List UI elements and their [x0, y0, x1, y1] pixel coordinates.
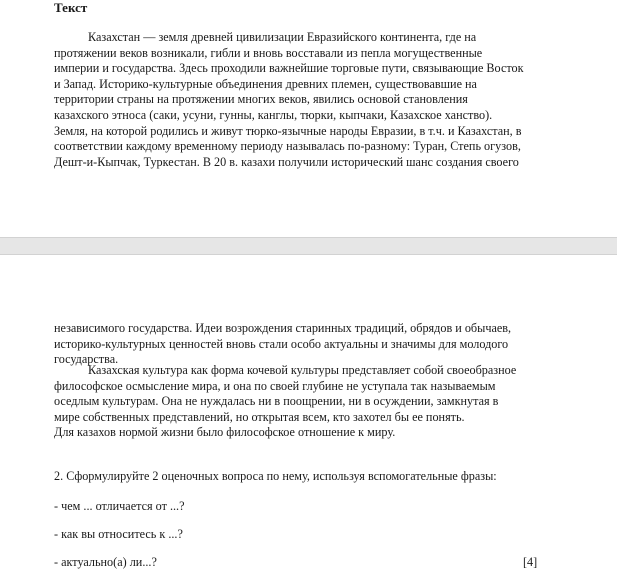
document-page-1 — [0, 0, 617, 237]
text-line: мире собственных представлений, но открытая всем, кто захотел бы ее понять. — [54, 409, 465, 424]
text-line: Земля, на которой родились и живут тюрко-язычные народы Евразии, в т.ч. и Казахстан, в — [54, 123, 522, 138]
paragraph-continuation — [54, 321, 574, 368]
marks-label: [4] — [523, 555, 538, 569]
helper-phrase: - чем ... отличается от ...? — [54, 499, 185, 513]
paragraph-intro — [54, 30, 574, 170]
text-line: империи и государства. Здесь проходили важнейшие торговые пути, связывающие Восток — [54, 61, 524, 76]
helper-phrase: - актуально(а) ли...? — [54, 555, 157, 569]
page-separator — [0, 237, 617, 255]
helper-phrase: - как вы относитесь к ...? — [54, 527, 183, 541]
text-line: и Запад. Историко-культурные объединения древних племен, существовавшие на — [54, 76, 477, 91]
document-page-2 — [0, 255, 617, 587]
text-line: казахского этноса (саки, усуни, гунны, канглы, тюрки, кыпчаки, Казахское ханство). — [54, 107, 493, 122]
text-line: государства. — [54, 352, 119, 367]
paragraph-culture — [54, 363, 574, 441]
text-line: Дешт-и-Кыпчак, Туркестан. В 20 в. казахи получили исторический шанс создания своего — [54, 154, 519, 169]
text-line: Для казахов нормой жизни было философское отношение к миру. — [54, 425, 396, 440]
text-heading: Текст — [54, 0, 88, 15]
text-line: философское осмысление мира, и она по своей глубине не уступала так называемым — [54, 378, 496, 393]
text-line: историко-культурных ценностей вновь стали особо актуальны и значимы для молодого — [54, 336, 509, 351]
text-line: оседлым культурам. Она не нуждалась ни в поощрении, ни в осуждении, замкнутая в — [54, 394, 499, 409]
text-line: соответствии каждому временному периоду называлась по-разному: Туран, Степь огузов, — [54, 139, 521, 154]
text-line: Казахская культура как форма кочевой культуры представляет собой своеобразное — [88, 363, 517, 377]
text-line: независимого государства. Идеи возрождения старинных традиций, обрядов и обычаев, — [54, 321, 512, 335]
text-line: протяжении веков возникали, гибли и вновь восставали из пепла могущественные — [54, 45, 483, 60]
text-line: Казахстан — земля древней цивилизации Евразийского континента, где на — [88, 30, 477, 44]
text-line: территории страны на протяжении многих веков, явились основой становления — [54, 92, 468, 107]
task-question: 2. Сформулируйте 2 оценочных вопроса по нему, используя вспомогательные фразы: — [54, 469, 497, 483]
